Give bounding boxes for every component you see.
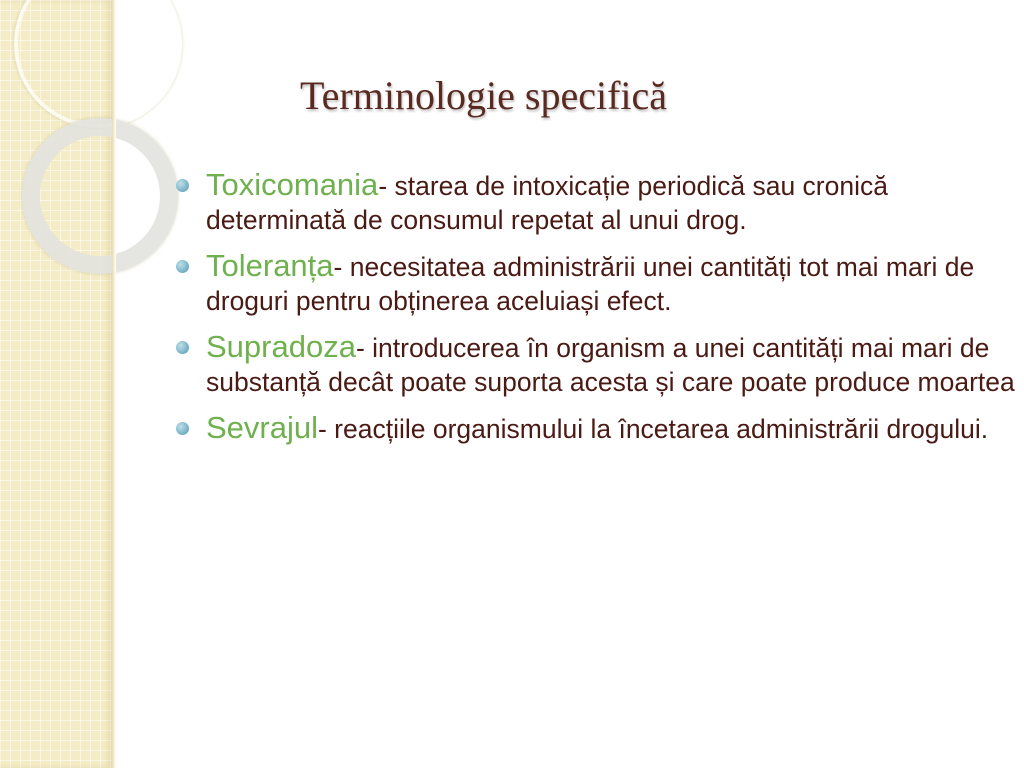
bullet-list: [172, 168, 1022, 458]
bullet-icon: [176, 260, 189, 273]
list-item: [172, 330, 1022, 399]
definition: - starea de intoxicație periodică sau cronică determinată de consumul repetat al unui drog.: [206, 171, 888, 235]
term: Supradoza: [206, 329, 356, 364]
definition: - necesitatea administrării unei cantități tot mai mari de droguri pentru obținerea aceluiași efect.: [206, 252, 975, 316]
decorative-ring: [22, 118, 178, 274]
band-edge: [112, 0, 116, 768]
term: Toleranța: [206, 248, 334, 283]
list-item: [172, 249, 1022, 318]
decorative-ring: [14, 0, 182, 128]
term: Toxicomania: [206, 167, 379, 202]
bullet-icon: [176, 422, 189, 435]
definition: - introducerea în organism a unei cantități mai mari de substanță decât poate suporta acesta și care poate produce moartea: [206, 333, 1015, 397]
bullet-icon: [176, 341, 189, 354]
slide-title: Terminologie specifică: [300, 73, 668, 118]
bullet-icon: [176, 179, 189, 192]
term: Sevrajul: [206, 410, 318, 445]
list-item: [172, 411, 1022, 446]
decorative-side-band: [0, 0, 112, 768]
list-item: [172, 168, 1022, 237]
definition: - reacțiile organismului la încetarea administrării drogului.: [318, 414, 989, 444]
